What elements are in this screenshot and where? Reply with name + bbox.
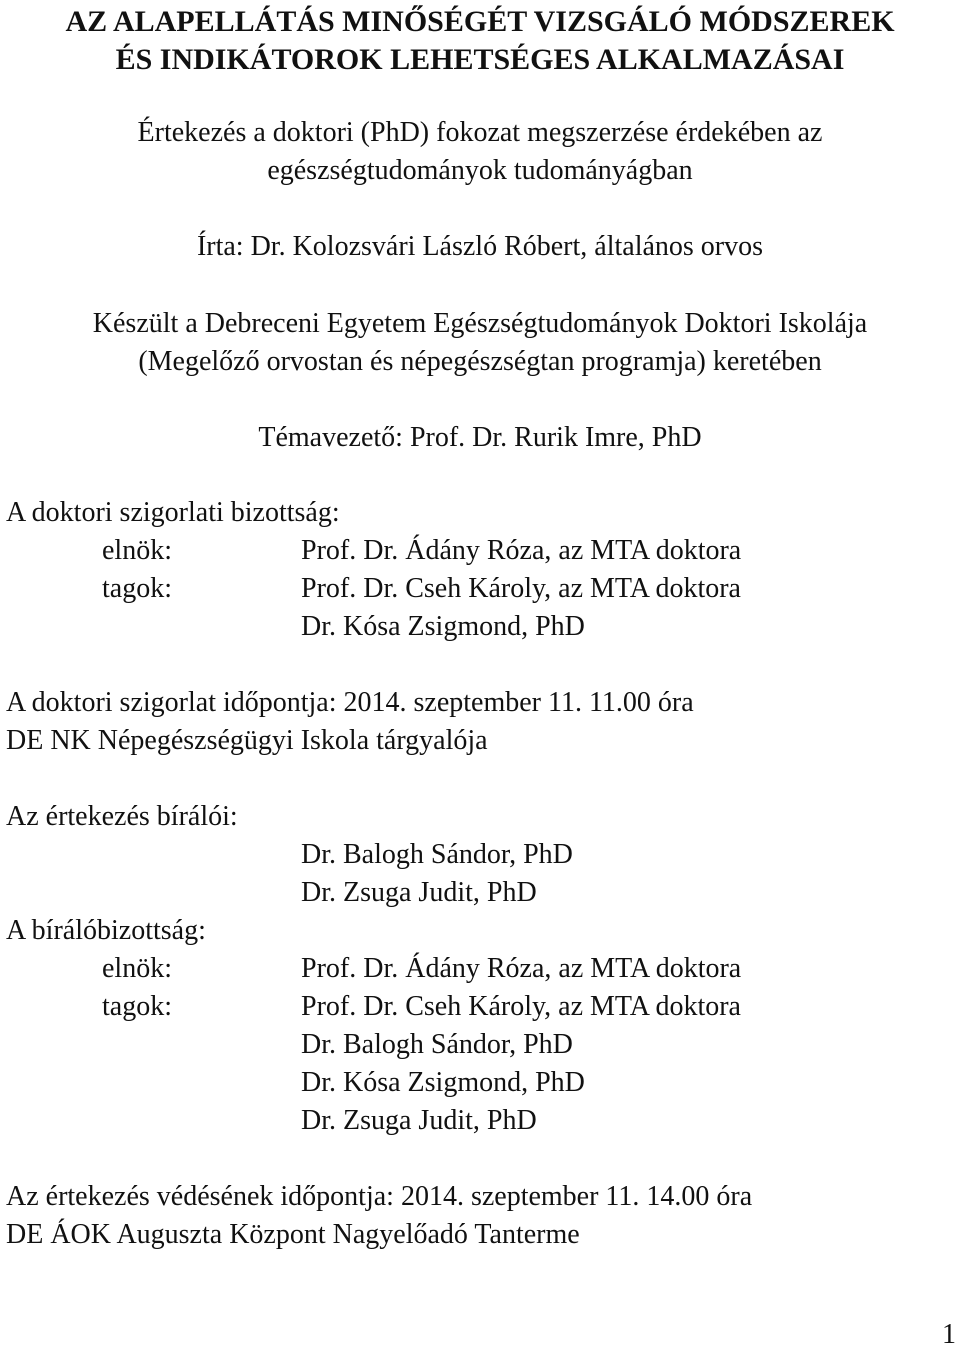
subtitle-line-1: Értekezés a doktori (PhD) fokozat megszerzése érdekében az — [137, 117, 823, 148]
exam-chair-name: Prof. Dr. Ádány Róza, az MTA doktora — [301, 535, 742, 566]
title-line-1: AZ ALAPELLÁTÁS MINŐSÉGÉT VIZSGÁLÓ MÓDSZEREK — [65, 5, 895, 38]
institution-line-1: Készült a Debreceni Egyetem Egészségtudományok Doktori Iskolája — [92, 308, 868, 339]
review-member-4: Dr. Zsuga Judit, PhD — [301, 1105, 537, 1136]
dissertation-subtitle — [0, 114, 960, 190]
review-member-2: Dr. Balogh Sándor, PhD — [301, 1029, 573, 1060]
exam-time-line-2: DE NK Népegészségügyi Iskola tárgyalója — [6, 725, 488, 756]
reviewer-1: Dr. Balogh Sándor, PhD — [301, 839, 573, 870]
exam-members-label: tagok: — [102, 573, 172, 604]
defense-time-line-1: Az értekezés védésének időpontja: 2014. szeptember 11. 14.00 óra — [6, 1181, 753, 1212]
subtitle-line-2: egészségtudományok tudományágban — [267, 155, 693, 186]
defense-time-line-2: DE ÁOK Auguszta Központ Nagyelőadó Tanterme — [6, 1219, 580, 1250]
reviewers-heading: Az értekezés bírálói: — [6, 801, 238, 832]
supervisor-line: Témavezető: Prof. Dr. Rurik Imre, PhD — [258, 422, 702, 453]
exam-member-1: Prof. Dr. Cseh Károly, az MTA doktora — [301, 573, 741, 604]
review-chair-label: elnök: — [102, 953, 172, 984]
title-line-2: ÉS INDIKÁTOROK LEHETSÉGES ALKALMAZÁSAI — [115, 43, 845, 76]
exam-time-line-1: A doktori szigorlat időpontja: 2014. szeptember 11. 11.00 óra — [6, 687, 694, 718]
document-title — [0, 3, 960, 79]
reviewer-2: Dr. Zsuga Judit, PhD — [301, 877, 537, 908]
author-line: Írta: Dr. Kolozsvári László Róbert, általános orvos — [196, 231, 764, 262]
institution-line-2: (Megelőző orvostan és népegészségtan programja) keretében — [138, 346, 822, 377]
review-members-label: tagok: — [102, 991, 172, 1022]
review-member-3: Dr. Kósa Zsigmond, PhD — [301, 1067, 585, 1098]
exam-member-2: Dr. Kósa Zsigmond, PhD — [301, 611, 585, 642]
exam-committee-heading: A doktori szigorlati bizottság: — [6, 497, 340, 528]
review-member-1: Prof. Dr. Cseh Károly, az MTA doktora — [301, 991, 741, 1022]
page-number: 1 — [942, 1319, 956, 1350]
exam-chair-label: elnök: — [102, 535, 172, 566]
review-chair-name: Prof. Dr. Ádány Róza, az MTA doktora — [301, 953, 742, 984]
review-committee-heading: A bírálóbizottság: — [6, 915, 206, 946]
institution-block — [0, 305, 960, 381]
